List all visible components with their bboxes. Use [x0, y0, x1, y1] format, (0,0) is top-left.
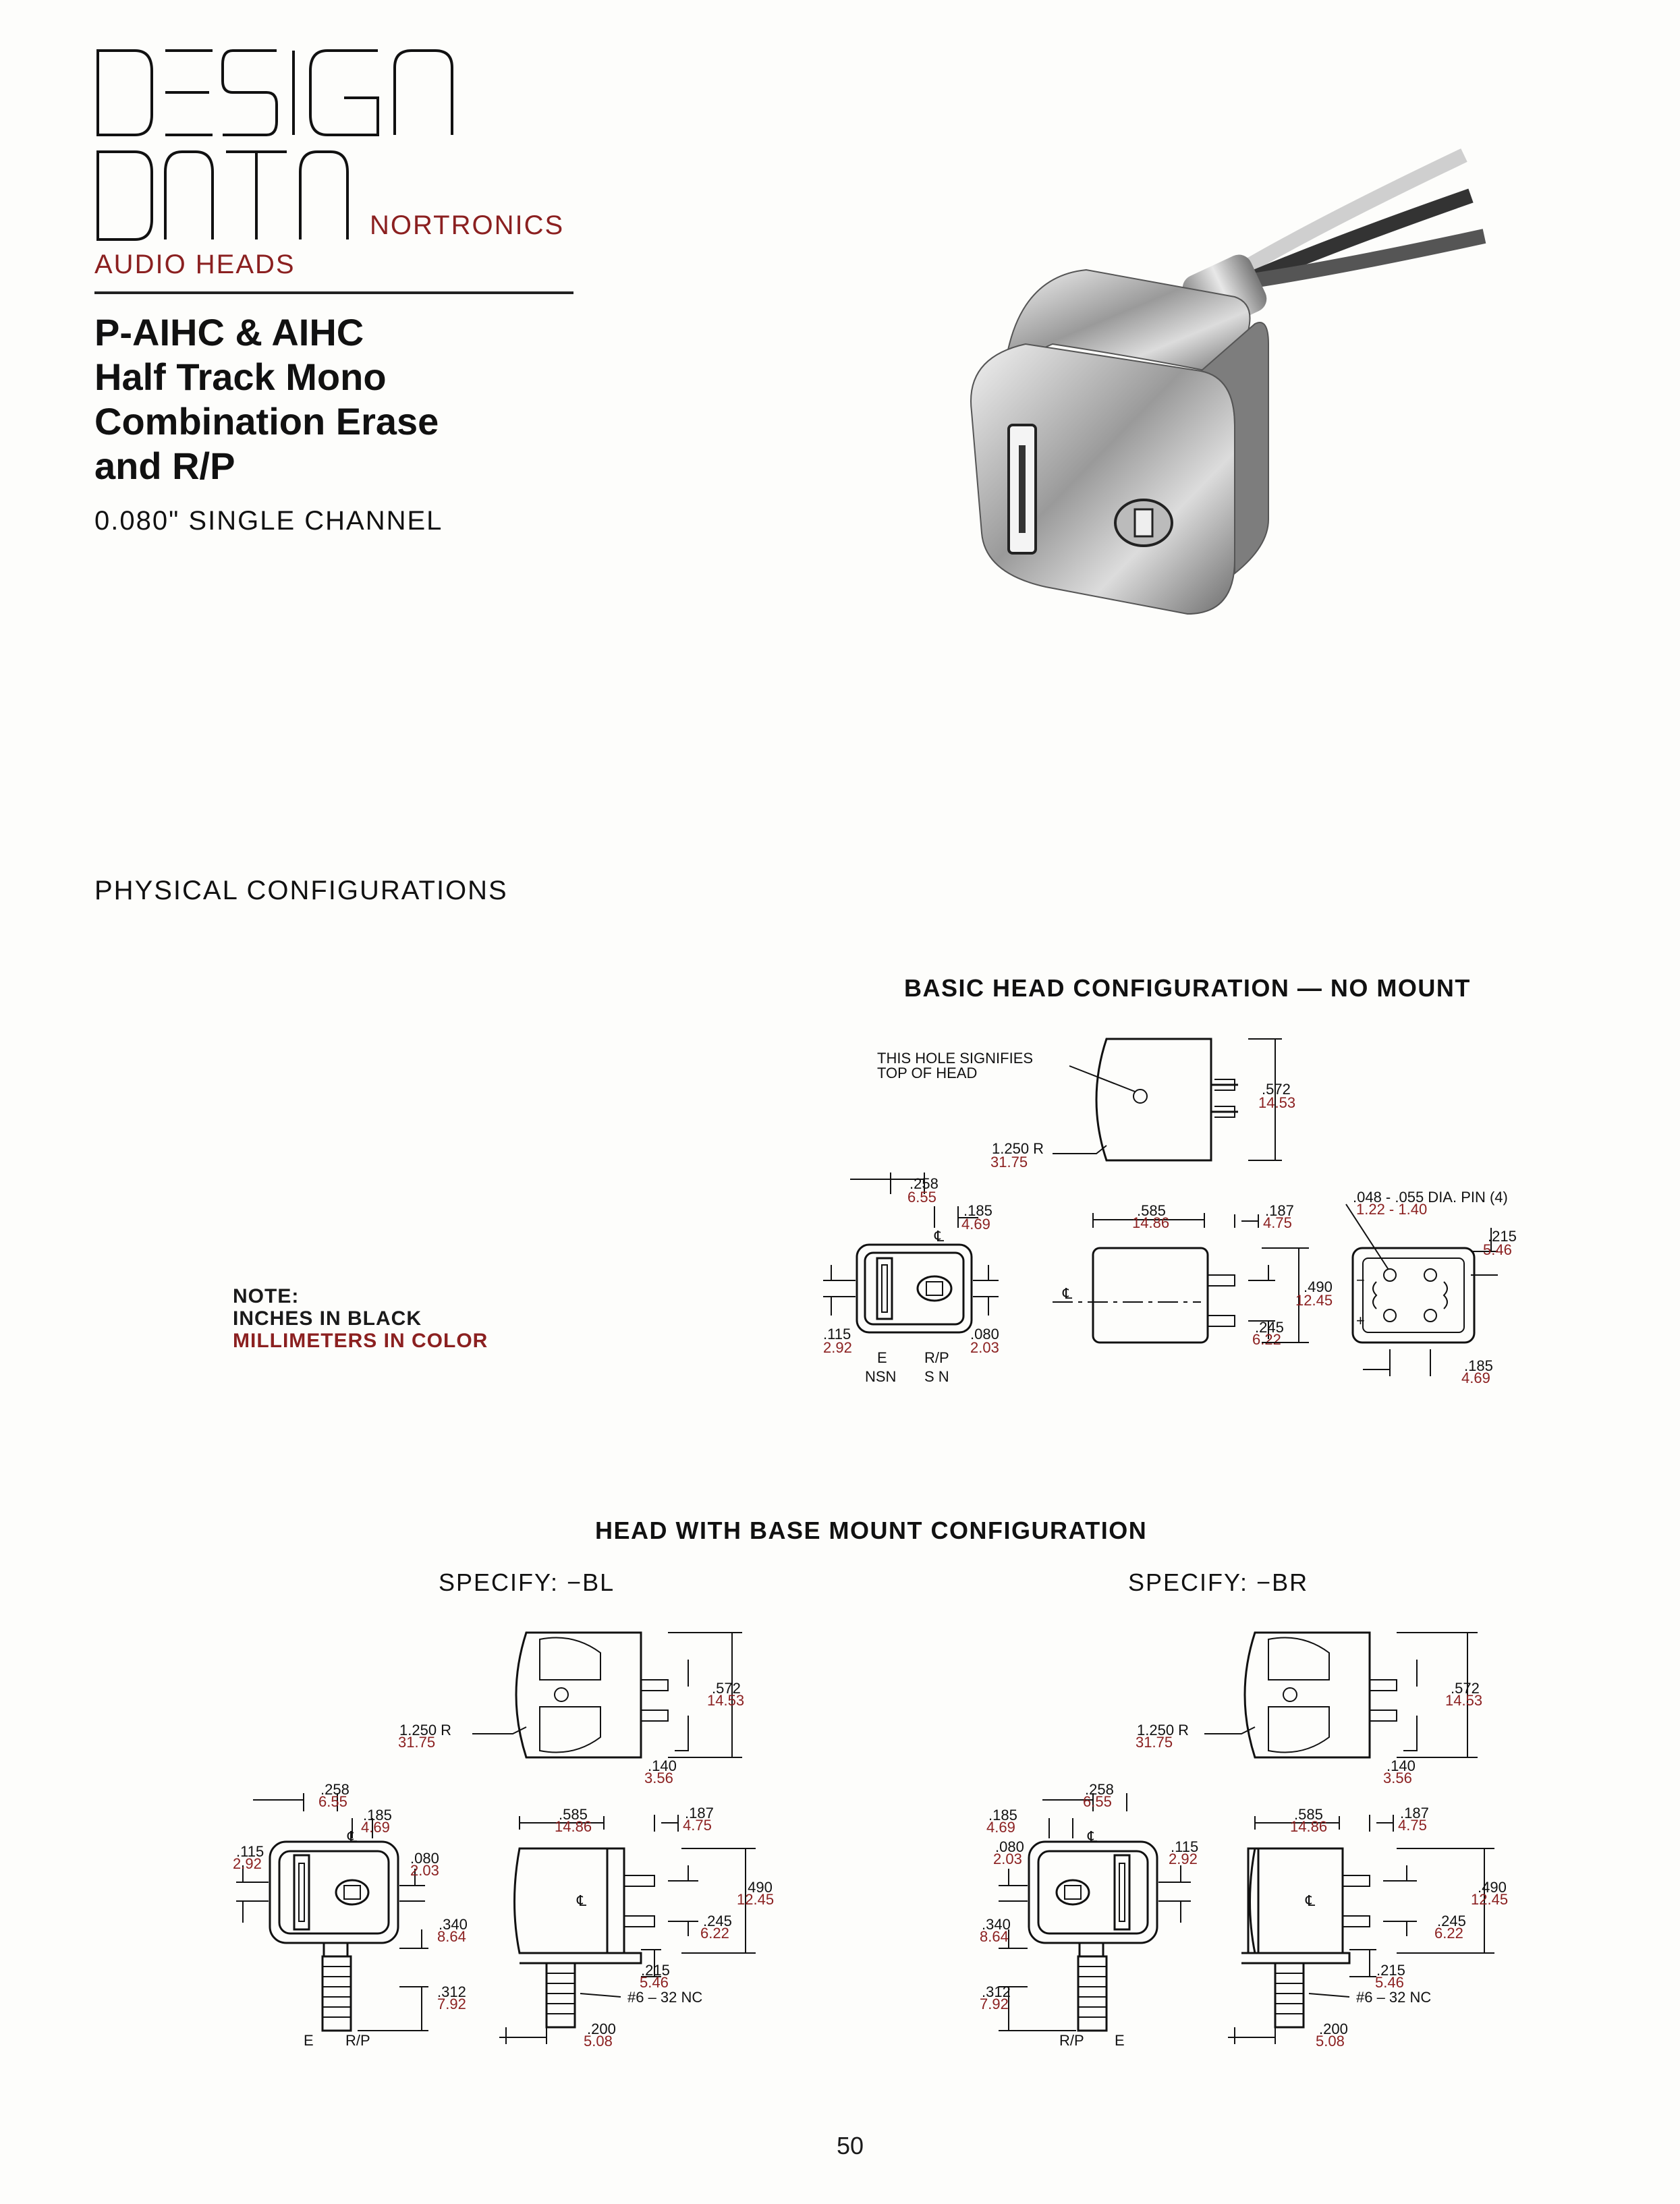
- br-label-e: E: [1115, 2032, 1125, 2049]
- product-subtitle: 0.080" SINGLE CHANNEL: [94, 506, 443, 536]
- bl-dim-215-in: .215: [641, 1962, 670, 1979]
- bl-dim-185-mm: 4.69: [361, 1819, 390, 1836]
- dim-115-mm: 2.92: [823, 1339, 852, 1356]
- bl-dim-140-mm: 3.56: [644, 1770, 673, 1786]
- br-dim-187-mm: 4.75: [1398, 1817, 1427, 1834]
- label-e: E: [877, 1349, 887, 1366]
- header-divider: [94, 291, 573, 294]
- bl-dim-258-in: .258: [320, 1781, 349, 1798]
- dim-585-in: .585: [1137, 1202, 1166, 1219]
- units-note: [233, 1285, 488, 1352]
- hole-note-1: THIS HOLE SIGNIFIES: [877, 1050, 1034, 1067]
- br-dim-187-in: .187: [1400, 1805, 1429, 1821]
- br-dim-215-mm: 5.46: [1375, 1974, 1404, 1991]
- bl-side-view: [515, 1848, 608, 1953]
- br-dim-140-in: .140: [1387, 1757, 1416, 1774]
- note-millimeters: MILLIMETERS IN COLOR: [233, 1330, 488, 1352]
- erase-gap: [877, 1258, 892, 1319]
- br-dim-340-in: .340: [982, 1916, 1011, 1933]
- specify-br-label: SPECIFY: −BR: [1128, 1569, 1309, 1596]
- bl-top-view: [516, 1633, 641, 1757]
- dim-585-mm: 14.86: [1132, 1214, 1170, 1231]
- br-dim-585-mm: 14.86: [1290, 1818, 1328, 1835]
- bl-dim-115-mm: 2.92: [233, 1855, 262, 1872]
- section-base-mount: HEAD WITH BASE MOUNT CONFIGURATION: [595, 1517, 1148, 1544]
- br-dim-490-mm: 12.45: [1471, 1891, 1509, 1908]
- bl-label-e: E: [304, 2032, 314, 2049]
- basic-side-view: [1093, 1248, 1208, 1343]
- dim-185-in: .185: [963, 1202, 992, 1219]
- bl-dim-080-in: .080: [410, 1850, 439, 1867]
- bl-dim-312-mm: 7.92: [437, 1996, 466, 2012]
- br-screw-spec: #6 – 32 NC: [1356, 1989, 1432, 2006]
- br-dim-080-mm: 2.03: [993, 1850, 1022, 1867]
- bl-dim-115-in: .115: [236, 1843, 264, 1860]
- bl-dim-187-mm: 4.75: [683, 1817, 712, 1834]
- specify-bl-label: SPECIFY: −BL: [439, 1569, 615, 1596]
- svg-text:℄: ℄: [1088, 1828, 1098, 1845]
- bl-dim-585-in: .585: [559, 1806, 588, 1823]
- basic-head-drawing: [823, 1025, 1538, 1390]
- title-line-3: Combination Erase: [94, 400, 439, 443]
- br-dim-258-mm: 6.55: [1083, 1793, 1112, 1810]
- product-category: AUDIO HEADS: [94, 250, 296, 279]
- dim-245-mm: 6.22: [1252, 1331, 1281, 1348]
- svg-text:℄: ℄: [347, 1828, 358, 1845]
- section-basic-head: BASIC HEAD CONFIGURATION — NO MOUNT: [904, 974, 1471, 1002]
- base-mount-br-drawing: [945, 1619, 1532, 2051]
- title-line-4: and R/P: [94, 445, 235, 487]
- bl-dim-radius-mm: 31.75: [398, 1734, 436, 1751]
- product-title: [94, 310, 439, 488]
- bl-dim-490-in: .490: [744, 1879, 773, 1896]
- br-dim-185-in: .185: [988, 1807, 1017, 1824]
- label-sn: S N: [924, 1368, 949, 1385]
- bl-dim-258-mm: 6.55: [318, 1793, 347, 1810]
- brand-name: NORTRONICS: [370, 210, 565, 240]
- br-side-view: [1250, 1848, 1343, 1953]
- bl-front-view: [270, 1842, 398, 1943]
- basic-front-view: [857, 1245, 972, 1332]
- pin-dia-in: .048 - .055 DIA. PIN (4): [1353, 1189, 1508, 1206]
- bl-dim-200-in: .200: [587, 2021, 616, 2037]
- dim-215-mm: 5.46: [1483, 1241, 1512, 1258]
- br-dim-115-in: .115: [1171, 1838, 1199, 1855]
- br-dim-080-in: .080: [995, 1838, 1024, 1855]
- bl-dim-200-mm: 5.08: [584, 2033, 613, 2050]
- bl-dim-340-mm: 8.64: [437, 1928, 466, 1945]
- bl-dim-245-mm: 6.22: [700, 1925, 729, 1942]
- dim-490-in: .490: [1304, 1278, 1333, 1295]
- br-label-rp: R/P: [1059, 2032, 1084, 2049]
- br-dim-140-mm: 3.56: [1383, 1770, 1412, 1786]
- dim-radius-mm: 31.75: [990, 1154, 1028, 1170]
- bl-dim-187-in: .187: [685, 1805, 714, 1821]
- label-rp: R/P: [924, 1349, 949, 1366]
- svg-text:℄: ℄: [934, 1228, 945, 1245]
- dim-187-in: .187: [1265, 1202, 1294, 1219]
- br-dim-radius-mm: 31.75: [1136, 1734, 1173, 1751]
- top-hole: [1133, 1090, 1147, 1103]
- br-dim-312-mm: 7.92: [980, 1996, 1009, 2012]
- br-dim-200-in: .200: [1319, 2021, 1348, 2037]
- svg-text:℄: ℄: [1306, 1892, 1316, 1909]
- bl-dim-080-mm: 2.03: [410, 1862, 439, 1879]
- audio-head-photo: [918, 142, 1498, 668]
- br-dim-245-in: .245: [1437, 1913, 1466, 1929]
- svg-text:℄: ℄: [577, 1892, 587, 1909]
- bl-dim-140-in: .140: [648, 1757, 677, 1774]
- dim-185-mm: 4.69: [961, 1216, 990, 1233]
- br-dim-185-mm: 4.69: [986, 1819, 1015, 1836]
- br-dim-258-in: .258: [1085, 1781, 1114, 1798]
- dim-185b-mm: 4.69: [1461, 1369, 1490, 1386]
- title-line-2: Half Track Mono: [94, 356, 387, 398]
- basic-rear-view: [1353, 1248, 1474, 1343]
- dim-258-mm: 6.55: [907, 1189, 936, 1206]
- dim-572-in: .572: [1262, 1081, 1291, 1098]
- bl-dim-572-mm: 14.53: [707, 1692, 745, 1709]
- base-mount-bl-drawing: [223, 1619, 775, 2051]
- pin-dia-mm: 1.22 - 1.40: [1356, 1201, 1428, 1218]
- br-dim-585-in: .585: [1294, 1806, 1323, 1823]
- dim-185b-in: .185: [1464, 1357, 1493, 1374]
- page-number: 50: [837, 2132, 864, 2159]
- dim-187-mm: 4.75: [1263, 1214, 1292, 1231]
- section-physical-configurations: PHYSICAL CONFIGURATIONS: [94, 876, 508, 905]
- note-label: NOTE:: [233, 1285, 300, 1307]
- br-front-view: [1029, 1842, 1157, 1943]
- dim-080-in: .080: [970, 1326, 999, 1343]
- br-dim-245-mm: 6.22: [1434, 1925, 1463, 1942]
- br-top-view: [1245, 1633, 1370, 1757]
- dim-245-in: .245: [1255, 1319, 1284, 1336]
- br-dim-572-in: .572: [1451, 1680, 1480, 1697]
- dim-radius-in: 1.250 R: [992, 1140, 1044, 1157]
- bl-dim-312-in: .312: [437, 1983, 466, 2000]
- basic-top-view: [1096, 1039, 1211, 1160]
- br-dim-340-mm: 8.64: [980, 1928, 1009, 1945]
- br-dim-572-mm: 14.53: [1445, 1692, 1483, 1709]
- dim-115-in: .115: [823, 1326, 851, 1343]
- br-dim-200-mm: 5.08: [1316, 2033, 1345, 2050]
- title-line-1: P-AIHC & AIHC: [94, 311, 364, 354]
- label-nsn: NSN: [865, 1368, 897, 1385]
- dim-572-mm: 14.53: [1258, 1094, 1296, 1111]
- bl-dim-490-mm: 12.45: [737, 1891, 775, 1908]
- bl-dim-radius-in: 1.250 R: [399, 1722, 452, 1739]
- rp-gap: [918, 1276, 951, 1301]
- bl-screw-spec: #6 – 32 NC: [627, 1989, 703, 2006]
- dim-258-in: .258: [909, 1175, 939, 1192]
- hole-note-2: TOP OF HEAD: [877, 1065, 978, 1081]
- br-dim-312-in: .312: [982, 1983, 1011, 2000]
- note-inches: INCHES IN BLACK: [233, 1307, 422, 1330]
- dim-490-mm: 12.45: [1295, 1292, 1333, 1309]
- svg-text:℄: ℄: [1063, 1285, 1073, 1302]
- br-dim-radius-in: 1.250 R: [1137, 1722, 1189, 1739]
- bl-dim-340-in: .340: [439, 1916, 468, 1933]
- dim-215-in: .215: [1488, 1228, 1517, 1245]
- bl-dim-185-in: .185: [363, 1807, 392, 1824]
- br-dim-490-in: .490: [1478, 1879, 1507, 1896]
- bl-label-rp: R/P: [345, 2032, 370, 2049]
- bl-dim-572-in: .572: [712, 1680, 741, 1697]
- dim-080-mm: 2.03: [970, 1339, 999, 1356]
- br-dim-215-in: .215: [1376, 1962, 1405, 1979]
- pin-minus: −: [1356, 1272, 1365, 1289]
- pin-plus: +: [1356, 1312, 1365, 1329]
- bl-dim-245-in: .245: [703, 1913, 732, 1929]
- br-dim-115-mm: 2.92: [1169, 1850, 1198, 1867]
- bl-dim-585-mm: 14.86: [555, 1818, 592, 1835]
- bl-dim-215-mm: 5.46: [640, 1974, 669, 1991]
